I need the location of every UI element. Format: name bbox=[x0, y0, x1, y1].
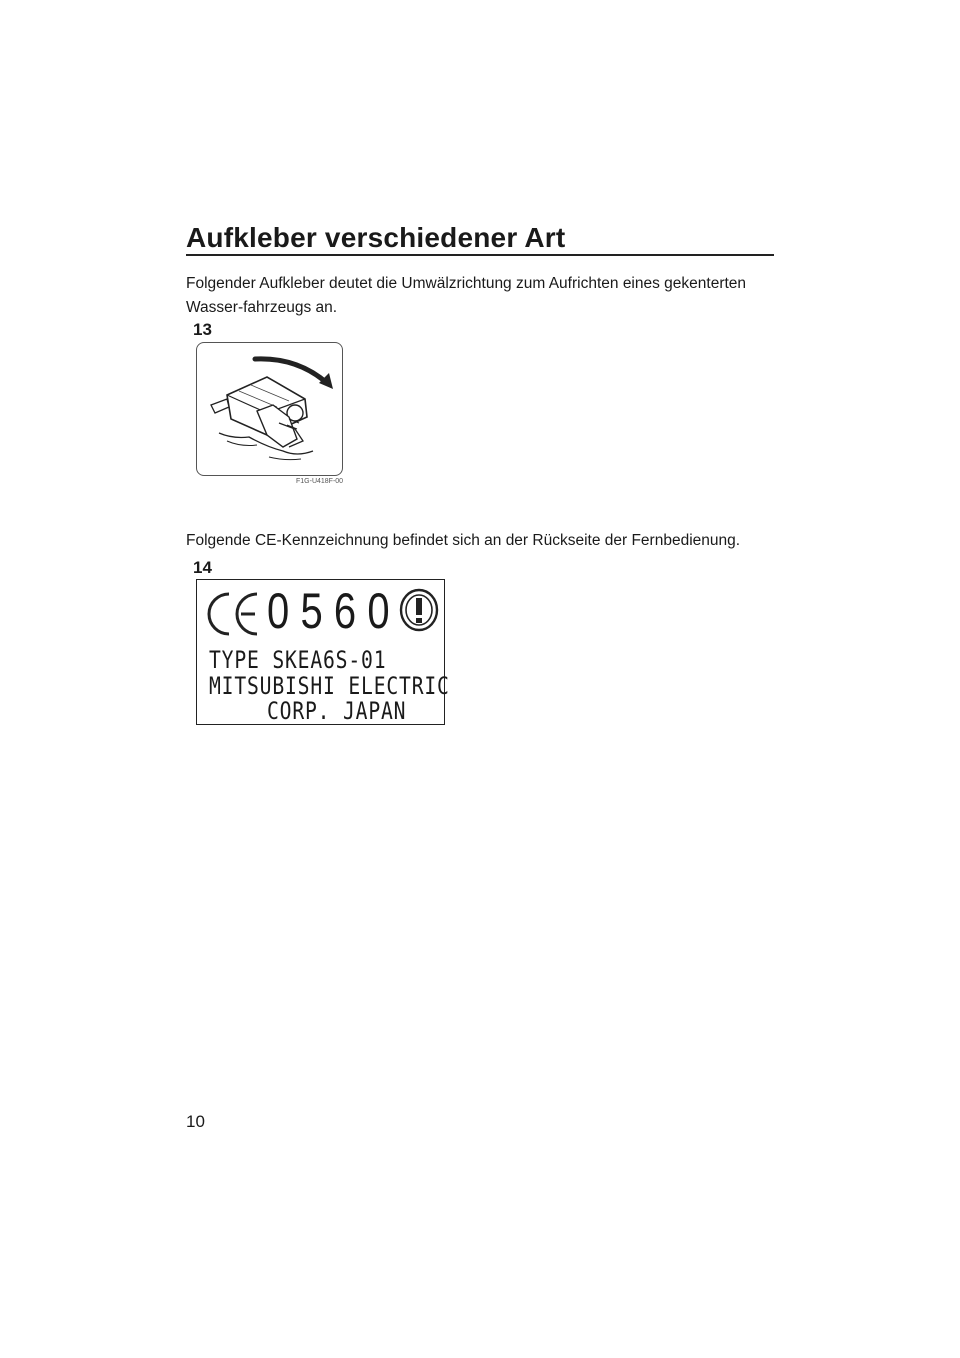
ce-label bbox=[196, 579, 450, 725]
ce-mark-icon bbox=[205, 588, 263, 640]
page-title: Aufkleber verschiedener Art bbox=[186, 222, 566, 253]
notified-body-number: 0560 bbox=[267, 583, 401, 639]
capsize-sticker-illustration bbox=[196, 342, 343, 476]
alert-sign-icon bbox=[399, 588, 439, 632]
figure-number-14: 14 bbox=[193, 558, 212, 577]
paragraph-ce-marking: Folgende CE-Kennzeichnung befindet sich an der Rückseite der Fernbedienung. bbox=[186, 532, 741, 549]
page-number: 10 bbox=[186, 1112, 205, 1131]
figure-code: F1G-U418F-00 bbox=[296, 478, 344, 485]
label-type-line: TYPE SKEA6S-01 bbox=[209, 646, 387, 674]
label-manufacturer-line: MITSUBISHI ELECTRIC bbox=[209, 672, 450, 700]
figure-number-13: 13 bbox=[193, 320, 212, 339]
title-rule bbox=[186, 254, 774, 256]
label-country-line: CORP. JAPAN bbox=[267, 697, 407, 725]
paragraph-capsize-label: Folgender Aufkleber deutet die Umwälzrichtung zum Aufrichten eines gekenterten Wasser-fahrzeugs an. bbox=[186, 275, 747, 316]
